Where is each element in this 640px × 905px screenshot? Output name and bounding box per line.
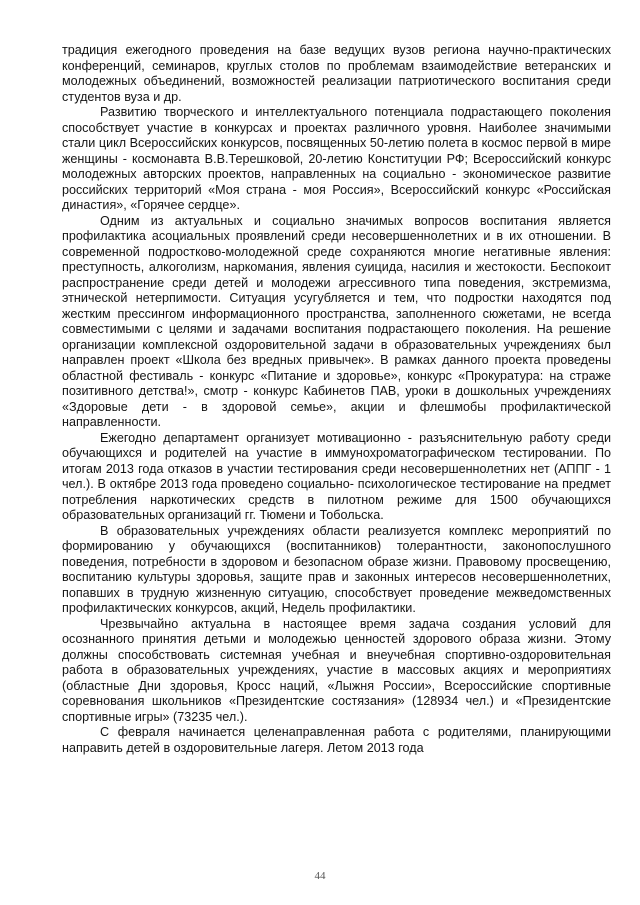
body-text: [62, 43, 611, 756]
paragraph-2: Развитию творческого и интеллектуального потенциала подрастающего поколения способствует участие в конкурсах и проектах различного уровня. Наиболее значимыми стали цикл Всероссийских конкурсов, посвященных 50-летию полета в космос первой в мире женщины - космонавта В.В.Терешковой, 20-летию Конституции РФ; Всероссийский конкурс молодежных авторских проектов, направленных на социально - экономическое развитие российских территорий «Моя страна - моя Россия», Всероссийский конкурс «Российская династия», «Горячее сердце».: [62, 105, 611, 212]
page-number: 44: [314, 870, 326, 882]
paragraph-5: В образовательных учреждениях области реализуется комплекс мероприятий по формированию у обучающихся (воспитанников) толерантности, законопослушного поведения, потребности в здоровом и безопасном образе жизни. Правовому просвещению, воспитанию культуры здоровья, защите прав и законных интересов несовершеннолетних, попавших в трудную жизненную ситуацию, способствует проведение межведомственных профилактических конкурсов, акций, Недель профилактики.: [62, 523, 611, 615]
paragraph-1: традиция ежегодного проведения на базе ведущих вузов региона научно-практических конференций, семинаров, круглых столов по проблемам взаимодействие ветеранских и молодежных объединений, возможностей реализации патриотического воспитания среди студентов вуза и др.: [62, 43, 611, 104]
paragraph-3: Одним из актуальных и социально значимых вопросов воспитания является профилактика асоциальных проявлений среди несовершеннолетних и в их отношении. В современной подростково-молодежной среде сохраняются многие негативные явления: преступность, алкоголизм, наркомания, явления суицида, насилия и жестокости. Беспокоит распространение среди детей и молодежи агрессивного типа поведения, экстремизма, этнической нетерпимости. Ситуация усугубляется и тем, что подростки находятся под жестким прессингом информационного пространства, заполненного сюжетами, не всегда совместимыми с целями и задачами воспитания подрастающего поколения. На решение организации комплексной оздоровительной задачи в образовательных учреждениях был направлен проект «Школа без вредных привычек». В рамках данного проекта проведены областной фестиваль - конкурс «Питание и здоровье», конкурс «Прокуратура: на страже позитивного детства!», смотр - конкурс Кабинетов ПАВ, уроки в дошкольных учреждениях «Здоровые дети - в здоровой семье», акции и флешмобы профилактической направленности.: [62, 213, 611, 429]
paragraph-7: С февраля начинается целенаправленная работа с родителями, планирующими направить детей в оздоровительные лагеря. Летом 2013 года: [62, 725, 611, 755]
paragraph-6: Чрезвычайно актуальна в настоящее время задача создания условий для осознанного принятия детьми и молодежью ценностей здорового образа жизни. Этому должны способствовать системная учебная и внеучебная спортивно-оздоровительная работа в образовательных учреждениях, участие в массовых акциях и мероприятиях (областные Дни здоровья, Кросс наций, «Лыжня России», Всероссийские спортивные соревнования школьников «Президентские состязания» (128934 чел.) и «Президентские спортивные игры» (73235 чел.).: [62, 616, 611, 724]
paragraph-4: Ежегодно департамент организует мотивационно - разъяснительную работу среди обучающихся и родителей на участие в иммунохроматографическом тестировании. По итогам 2013 года отказов в участии тестирования среди несовершеннолетних нет (АППГ - 1 чел.). В октябре 2013 года проведено социально- психологическое тестирование на предмет потребления наркотических средств в пилотном режиме для 1500 обучающихся образовательных организаций гг. Тюмени и Тобольска.: [62, 430, 611, 522]
